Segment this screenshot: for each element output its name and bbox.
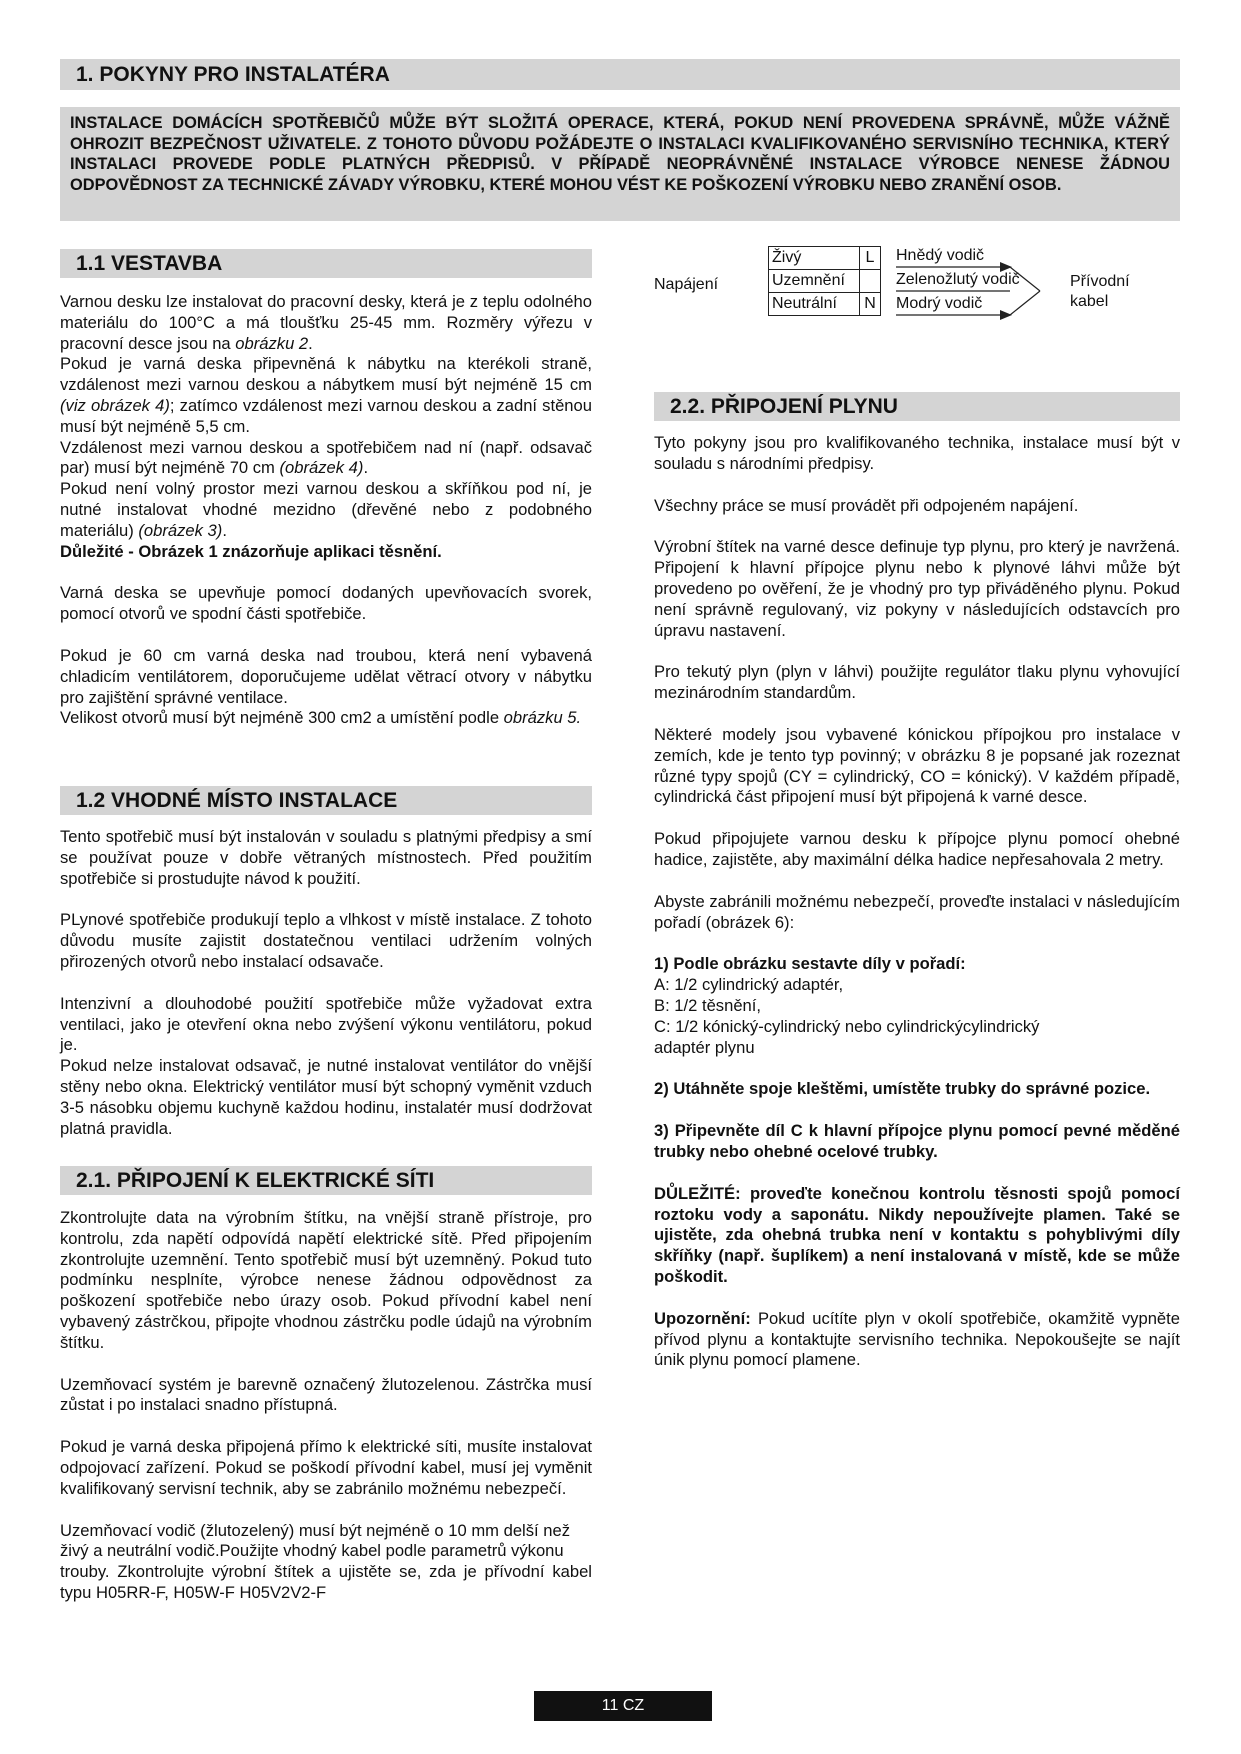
paragraph: Zkontrolujte data na výrobním štítku, na vnější straně přístroje, pro kontrolu, zda napětí odpovídá napětí elektrické sítě. Před připojením zkontrolujte uzemnění. Tento spotřebič musí být uzemněný. Pokud tuto podmínku nesplníte, výrobce nenese žádnou odpovědnost za poškození spotřebiče nebo úrazy osob. Pokud přívodní kabel není vybavený zástrčkou, připojte vhodnou zástrčku podle údajů na výrobním štítku. bbox=[60, 1208, 592, 1352]
paragraph: Uzemňovací vodič (žlutozelený) musí být nejméně o 10 mm delší než živý a neutrální vodič.Použijte vhodný kabel podle parametrů výkonu bbox=[60, 1520, 571, 1561]
page-title: 1. POKYNY PRO INSTALATÉRA bbox=[60, 59, 1180, 90]
wire-code: L bbox=[860, 247, 881, 270]
paragraph: Vzdálenost mezi varnou deskou a spotřebičem nad ní (např. odsavač par) musí být nejméně 70 cm (obrázek 4). bbox=[60, 437, 592, 478]
cable-label: Přívodní kabel bbox=[1070, 273, 1130, 310]
paragraph: Pokud není volný prostor mezi varnou deskou a skříňkou pod ní, je nutné instalovat vhodné mezidno (dřevěné nebo z podobného materiálu) (obrázek 3). bbox=[60, 479, 592, 540]
paragraph: Výrobní štítek na varné desce definuje typ plynu, pro který je navržená. Připojení k hlavní přípojce plynu nebo k plynové láhvi může být provedeno po ověření, že je vhodný pro typ přiváděného plynu. Pokud není správně regulovaný, viz pokyny v následujících odstavcích pro úpravu nastavení. bbox=[654, 537, 1180, 640]
wire-code: N bbox=[860, 293, 881, 316]
wire-color-label: Hnědý vodič bbox=[896, 247, 985, 264]
wire-color-label: Zelenožlutý vodič bbox=[896, 271, 1020, 288]
paragraph: Pokud je varná deska připojená přímo k elektrické síti, musíte instalovat odpojovací zařízení. Pokud se poškodí přívodní kabel, musí jej vyměnit kvalifikovaný servisní technik, aby se zabránilo možnému nebezpečí. bbox=[60, 1437, 592, 1498]
paragraph: Tento spotřebič musí být instalován v souladu s platnými předpisy a smí se používat pouze v dobře větraných místnostech. Před použitím spotřebiče si prostudujte návod k použití. bbox=[60, 827, 592, 888]
supply-label: Napájení bbox=[654, 276, 719, 293]
step-item: B: 1/2 těsnění, bbox=[654, 995, 762, 1015]
wire-table bbox=[768, 246, 881, 316]
wire-name: Živý bbox=[769, 247, 860, 270]
paragraph: PLynové spotřebiče produkují teplo a vlhkost v místě instalace. Z tohoto důvodu musíte zajistit dostatečnou ventilaci udržením volných přirozených otvorů nebo instalací odsavače. bbox=[60, 910, 592, 971]
step-item: adaptér plynu bbox=[654, 1037, 755, 1057]
important-note: Důležité - Obrázek 1 znázorňuje aplikaci těsnění. bbox=[60, 541, 442, 561]
wiring-diagram bbox=[654, 246, 1180, 326]
step-heading: 1) Podle obrázku sestavte díly v pořadí: bbox=[654, 954, 966, 974]
section-1-2 bbox=[60, 786, 592, 1139]
paragraph: Všechny práce se musí provádět při odpojeném napájení. bbox=[654, 495, 1079, 515]
paragraph: Varnou desku lze instalovat do pracovní desky, která je z teplu odolného materiálu do 100°C a má tloušťku 25-45 mm. Rozměry výřezu v pracovní desce jsou na obrázku 2. bbox=[60, 292, 592, 353]
step-item: C: 1/2 kónický-cylindrický nebo cylindrickýcylindrický bbox=[654, 1016, 1040, 1036]
section-1-1 bbox=[60, 249, 592, 729]
step-item: A: 1/2 cylindrický adaptér, bbox=[654, 975, 844, 995]
safety-warning: INSTALACE DOMÁCÍCH SPOTŘEBIČŮ MŮŽE BÝT SLOŽITÁ OPERACE, KTERÁ, POKUD NENÍ PROVEDENA SPRÁVNĚ, MŮŽE VÁŽNĚ OHROZIT BEZPEČNOST UŽIVATELE. Z TOHOTO DŮVODU POŽÁDEJTE O INSTALACI KVALIFIKOVANÉHO SERVISNÍHO TECHNIKA, KTERÝ INSTALACI PROVEDE PODLE PLATNÝCH PŘEDPISŮ. V PŘÍPADĚ NEOPRÁVNĚNÉ INSTALACE VÝROBCE NENESE ŽÁDNOU ODPOVĚDNOST ZA TECHNICKÉ ZÁVADY VÝROBKU, KTERÉ MOHOU VÉST KE POŠKOZENÍ VÝROBKU NEBO ZRANĚNÍ OSOB. bbox=[60, 107, 1180, 221]
paragraph: Varná deska se upevňuje pomocí dodaných upevňovacích svorek, pomocí otvorů ve spodní části spotřebiče. bbox=[60, 583, 592, 624]
warning-note: Upozornění: Pokud ucítíte plyn v okolí spotřebiče, okamžitě vypněte přívod plynu a kontaktujte servisního technika. Nepokoušejte se najít únik plynu pomocí plamene. bbox=[654, 1308, 1180, 1370]
wire-row bbox=[769, 247, 881, 270]
paragraph: Pro tekutý plyn (plyn v láhvi) použijte regulátor tlaku plynu vyhovující mezinárodním standardům. bbox=[654, 662, 1180, 703]
paragraph: Některé modely jsou vybavené kónickou přípojkou pro instalace v zemích, kde je tento typ povinný; v obrázku 8 je popsané jak rozeznat různé typy spojů (CY = cylindrický, CO = kónický). V každém případě, cylindrická část připojení musí být připojená k varné desce. bbox=[654, 724, 1180, 807]
step-item: 3) Připevněte díl C k hlavní přípojce plynu pomocí pevné měděné trubky nebo ohebné ocelové trubky. bbox=[654, 1121, 1180, 1161]
section-heading-1-2: 1.2 VHODNÉ MÍSTO INSTALACE bbox=[60, 786, 592, 815]
section-2-1 bbox=[60, 1166, 592, 1604]
wire-arrow-icon bbox=[890, 246, 1050, 326]
page-number: 11 CZ bbox=[534, 1691, 712, 1721]
section-heading-2-1: 2.1. PŘIPOJENÍ K ELEKTRICKÉ SÍTI bbox=[60, 1166, 592, 1195]
paragraph: Tyto pokyny jsou pro kvalifikovaného technika, instalace musí být v souladu s národními předpisy. bbox=[654, 433, 1180, 473]
important-note: DŮLEŽITÉ: proveďte konečnou kontrolu těsnosti spojů pomocí roztoku vody a saponátu. Nikdy nepoužívejte plamen. Také se ujistěte, zda ohebná trubka není v kontaktu s pohyblivými díly skříňky (např. šuplíkem) a není instalovaná v místě, kde se může poškodit. bbox=[654, 1183, 1180, 1286]
wire-name: Neutrální bbox=[769, 293, 860, 316]
wire-row bbox=[769, 293, 881, 316]
paragraph: Pokud připojujete varnou desku k přípojce plynu pomocí ohebné hadice, zajistěte, aby maximální délka hadice nepřesahovala 2 metry. bbox=[654, 829, 1180, 869]
paragraph: Uzemňovací systém je barevně označený žlutozelenou. Zástrčka musí zůstat i po instalaci snadno přístupná. bbox=[60, 1374, 592, 1415]
paragraph: Intenzivní a dlouhodobé použití spotřebiče může vyžadovat extra ventilaci, jako je otevření okna nebo zvýšení výkonu ventilátoru, pokud je. bbox=[60, 993, 592, 1055]
paragraph: Pokud je varná deska připevněná k nábytku na kterékoli straně, vzdálenost mezi varnou deskou a nábytkem musí být nejméně 15 cm (viz obrázek 4); zatímco vzdálenost mezi varnou deskou a zadní stěnou musí být nejméně 5,5 cm. bbox=[60, 354, 592, 436]
section-heading-1-1: 1.1 VESTAVBA bbox=[60, 249, 592, 278]
paragraph: Velikost otvorů musí být nejméně 300 cm2 a umístění podle obrázku 5. bbox=[60, 708, 582, 728]
paragraph: Pokud nelze instalovat odsavač, je nutné instalovat ventilátor do vnější stěny nebo okna. Elektrický ventilátor musí být schopný vyměnit vzduch 3-5 násobku objemu kuchyně každou hodinu, instalatér musí dodržovat platná pravidla. bbox=[60, 1056, 592, 1138]
step-item: 2) Utáhněte spoje kleštěmi, umístěte trubky do správné pozice. bbox=[654, 1079, 1151, 1099]
section-2-2 bbox=[654, 392, 1180, 1371]
paragraph: Pokud je 60 cm varná deska nad troubou, která není vybavená chladicím ventilátorem, doporučujeme udělat větrací otvory v nábytku pro zajištění správné ventilace. bbox=[60, 645, 592, 707]
wire-color-label: Modrý vodič bbox=[896, 295, 983, 312]
paragraph: Abyste zabránili možnému nebezpečí, proveďte instalaci v následujícím pořadí (obrázek 6): bbox=[654, 891, 1180, 932]
wire-row bbox=[769, 270, 881, 293]
paragraph: trouby. Zkontrolujte výrobní štítek a ujistěte se, zda je přívodní kabel typu H05RR-F, H05W-F H05V2V2-F bbox=[60, 1562, 592, 1602]
section-heading-2-2: 2.2. PŘIPOJENÍ PLYNU bbox=[654, 392, 1180, 421]
wire-code bbox=[860, 270, 881, 293]
wire-name: Uzemnění bbox=[769, 270, 860, 293]
